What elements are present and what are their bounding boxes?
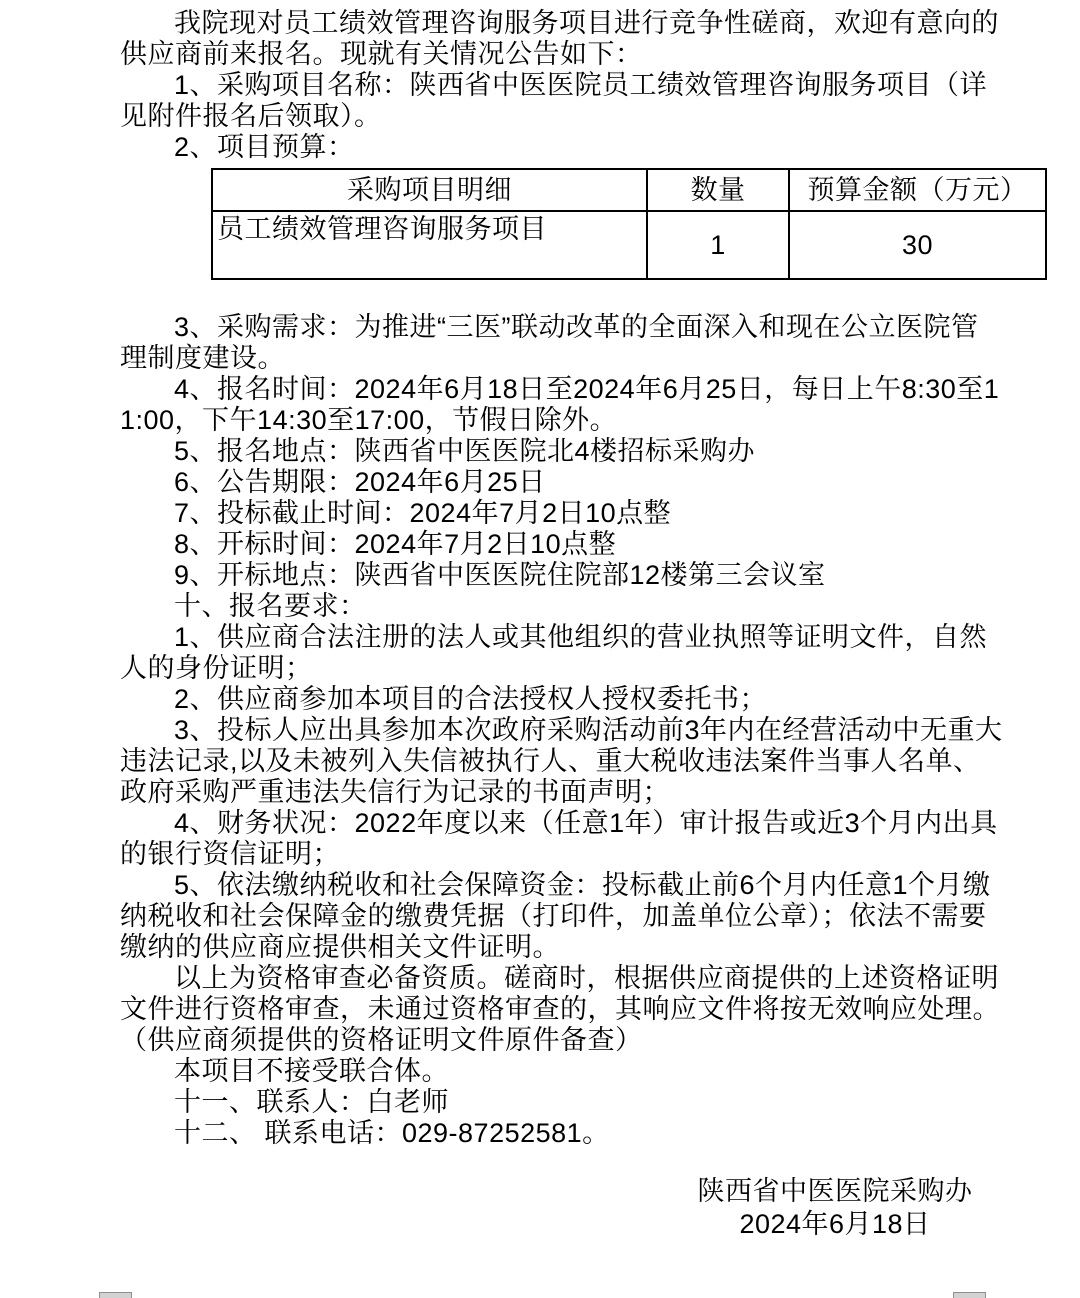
- cell-budget-amount: 30: [789, 211, 1046, 279]
- cutoff-ui-fragment-right: [953, 1292, 986, 1298]
- intro-paragraph: 我院现对员工绩效管理咨询服务项目进行竞争性磋商，欢迎有意向的供应商前来报名。现就有关情况公告如下：: [120, 8, 999, 69]
- header-budget-amount: 预算金额（万元）: [789, 169, 1046, 211]
- header-quantity: 数量: [647, 169, 789, 211]
- item-3-requirement: 3、采购需求：为推进“三医”联动改革的全面深入和现在公立医院管理制度建设。: [120, 312, 979, 373]
- signature-org: 陕西省中医医院采购办: [697, 1176, 973, 1206]
- item-6-notice-period: 6、公告期限：2024年6月25日: [174, 467, 546, 497]
- item-2-budget-label: 2、项目预算：: [174, 132, 355, 162]
- requirement-5-tax-social-security: 5、依法缴纳税收和社会保障资金：投标截止前6个月内任意1个月缴纳税收和社会保障金的缴费凭据（打印件，加盖单位公章）；依法不需要缴纳的供应商应提供相关文件证明。: [120, 870, 991, 962]
- signature-date: 2024年6月18日: [739, 1209, 931, 1239]
- requirement-4-finance: 4、财务状况：2022年度以来（任意1年）审计报告或近3个月内出具的银行资信证明；: [120, 808, 998, 869]
- signature-block: [635, 1175, 1035, 1241]
- cell-project-name: 员工绩效管理咨询服务项目: [212, 211, 647, 279]
- qualification-review-note: 以上为资格审查必备资质。磋商时，根据供应商提供的上述资格证明文件进行资格审查，未通过资格审查的，其响应文件将按无效响应处理。（供应商须提供的资格证明文件原件备查）: [120, 963, 1000, 1055]
- item-1-project-name: 1、采购项目名称：陕西省中医医院员工绩效管理咨询服务项目（详见附件报名后领取）。: [120, 70, 988, 131]
- cutoff-ui-fragment-left: [99, 1292, 132, 1298]
- item-11-contact-person: 十一、联系人：白老师: [174, 1087, 449, 1117]
- item-8-opening-time: 8、开标时间：2024年7月2日10点整: [174, 529, 617, 559]
- requirement-2-authorization: 2、供应商参加本项目的合法授权人授权委托书；: [174, 684, 768, 714]
- item-10-signup-requirements: 十、报名要求：: [174, 591, 367, 621]
- item-9-opening-place: 9、开标地点：陕西省中医医院住院部12楼第三会议室: [174, 560, 826, 590]
- budget-table: [211, 168, 1047, 280]
- cell-quantity: 1: [647, 211, 789, 279]
- budget-table-header-row: [212, 169, 1046, 211]
- header-project-detail: 采购项目明细: [212, 169, 647, 211]
- item-5-signup-place: 5、报名地点：陕西省中医医院北4楼招标采购办: [174, 436, 756, 466]
- item-4-signup-time: 4、报名时间：2024年6月18日至2024年6月25日，每日上午8:30至11:00，下午14:30至17:00，节假日除外。: [120, 374, 1000, 435]
- budget-table-row: [212, 211, 1046, 279]
- item-7-bid-deadline: 7、投标截止时间：2024年7月2日10点整: [174, 498, 672, 528]
- no-consortium-note: 本项目不接受联合体。: [174, 1056, 449, 1086]
- requirement-3-no-violation: 3、投标人应出具参加本次政府采购活动前3年内在经营活动中无重大违法记录,以及未被列入失信被执行人、重大税收违法案件当事人名单、政府采购严重违法失信行为记录的书面声明；: [120, 715, 1003, 807]
- requirement-1-license: 1、供应商合法注册的法人或其他组织的营业执照等证明文件，自然人的身份证明；: [120, 622, 988, 683]
- item-12-contact-phone: 十二、 联系电话：029-87252581。: [174, 1118, 610, 1148]
